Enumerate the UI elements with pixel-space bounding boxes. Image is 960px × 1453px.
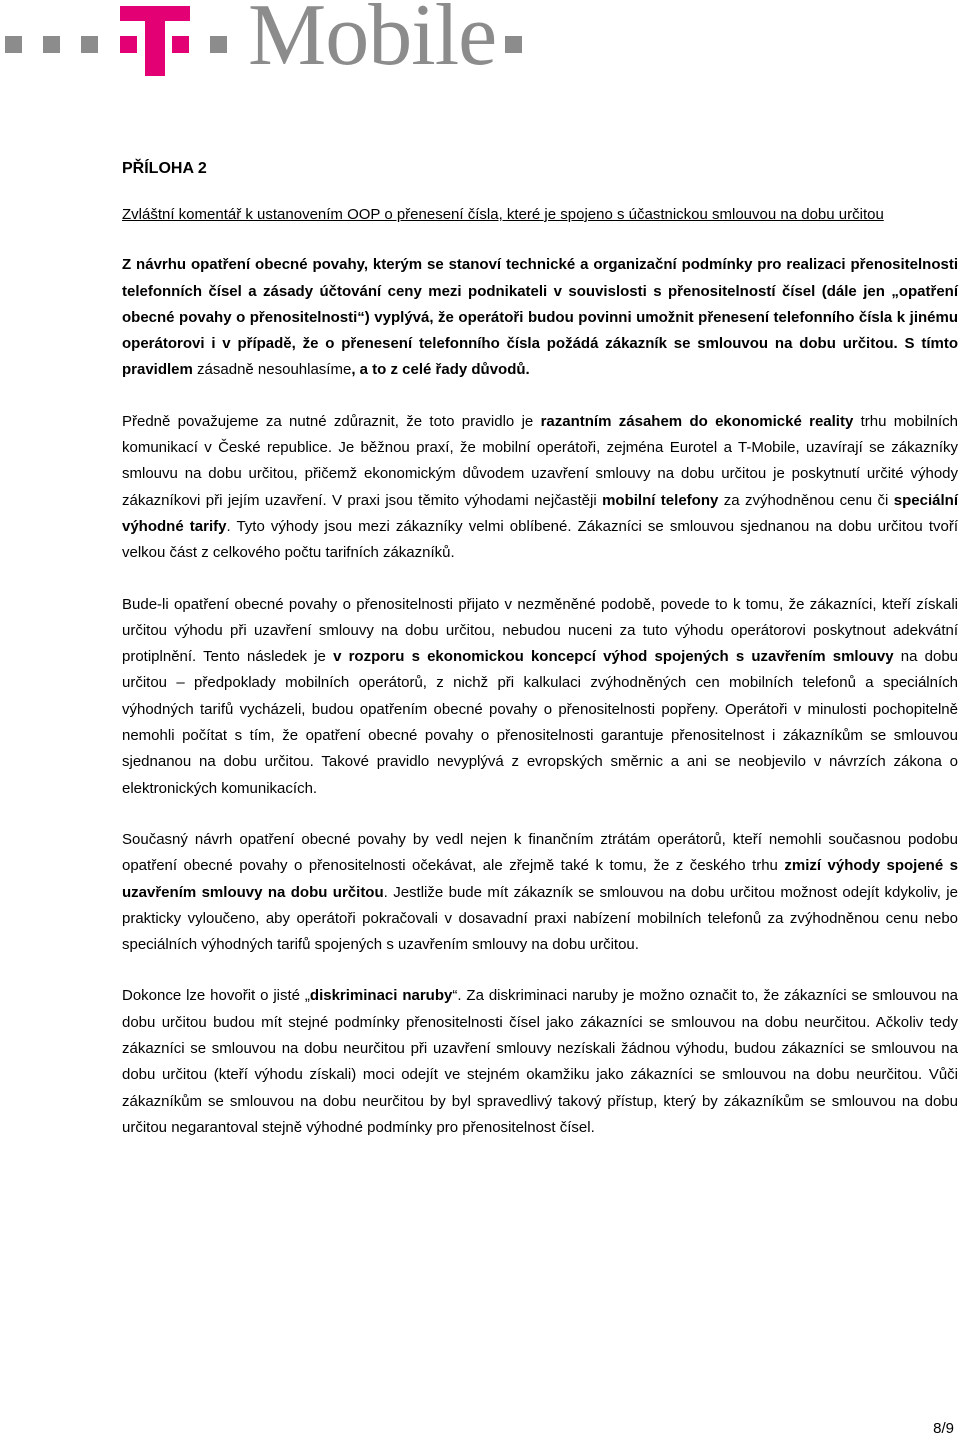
p2-bold-3: speciální výhodné tarify [122, 491, 958, 535]
p4-bold-1: zmizí výhody spojené s uzavřením smlouvy na dobu určitou [122, 857, 958, 901]
p4-text-1: Současný návrh opatření obecné povahy by vedl nejen k finančním ztrátám operátorů, kteří nemohli současnou podobu opatření obecné povahy o přenositelnosti očekávat, ale zřejmě také k tomu, že z českého trhu [122, 830, 958, 875]
p2-text-3: za zvýhodněnou cenu či [718, 491, 894, 509]
paragraph-5 [122, 983, 958, 1141]
paragraph-2 [122, 409, 958, 567]
p2-bold-1: razantním zásahem do ekonomické reality [540, 412, 854, 430]
document-body [122, 156, 958, 1166]
t-mobile-logo [0, 0, 540, 82]
p4-text-2: . Jestliže bude mít zákazník se smlouvou na dobu určitou možnost odejít kdykoliv, je prakticky vyloučeno, aby operátoři pokračovali v dosavadní praxi nabízení mobilních telefonů za zvýhodněnou cenu nebo speciálních výhodných tarifů spojených s uzavřením smlouvy na dobu určitou. [122, 883, 958, 954]
p3-text-2: na dobu určitou – předpoklady mobilních operátorů, z nichž při kalkulaci zvýhodněných cen mobilních telefonů a speciálních výhodných tarifů vycházeli, budou opatřením obecné povahy o přenositelnosti popřeny. Operátoři v minulosti pochopitelně nemohli počítat s tím, že opatření obecné povahy o přenositelnosti garantuje přenositelnost i zákazníkům se smlouvou sjednanou na dobu určitou. Takové pravidlo nevyplývá z evropských směrnic a ani se neobjevilo v návrzích zákona o elektronických komunikacích. [122, 648, 959, 797]
p5-text-1: Dokonce lze hovořit o jisté „ [122, 987, 310, 1005]
p1-bold-text-2: S tímto pravidlem [122, 335, 958, 379]
p2-bold-2: mobilní telefony [602, 491, 719, 509]
p3-text-1: Bude-li opatření obecné povahy o přenositelnosti přijato v nezměněné podobě, povede to k tomu, že zákazníci, kteří získali určitou výhodu při uzavření smlouvy na dobu určitou, nebudou nuceni za tuto výhodu operátorovi poskytnout adekvátní protiplnění. Tento následek je [122, 595, 958, 666]
logo-wordmark: Mobile [248, 0, 497, 84]
p5-bold-1: diskriminaci naruby [309, 987, 453, 1005]
paragraph-4 [122, 827, 958, 958]
p5-text-2: “. Za diskriminaci naruby je možno označit to, že zákazníci se smlouvou na dobu určitou budou mít stejné podmínky přenositelnosti čísel jako zákazníci se smlouvou na dobu neurčitou. Ačkoliv tedy zákazníci se smlouvou na dobu neurčitou při uzavření smlouvy nezískali žádnou výhodu, budou zákazníci se smlouvou na dobu určitou (kteří výhodu získali) moci odejít ve stejném okamžiku jako zákazníci se smlouvou na dobu neurčitou. Vůči zákazníkům se smlouvou na dobu neurčitou by byl spravedlivý takový přístup, který by zákazníkům se smlouvou na dobu určitou negarantoval stejně výhodné podmínky pro přenositelnost čísel. [122, 987, 959, 1136]
p1-bold-text: Z návrhu opatření obecné povahy, kterým se stanoví technické a organizační podmínky pro realizaci přenositelnosti telefonních čísel a zásady účtování ceny mezi podnikateli v souvislosti s přenositelností čísel (dále jen „opatření obecné povahy o přenositelnosti“) vyplývá, že operátoři budou povinni umožnit přenesení telefonního čísla k jinému operátorovi i v případě, že o přenesení telefonního čísla požádá zákazník se smlouvou na dobu určitou. [122, 256, 958, 353]
section-subtitle: Zvláštní komentář k ustanovením OOP o přenesení čísla, které je spojeno s účastnickou smlouvou na dobu určitou [122, 206, 884, 223]
p1-text: zásadně nesouhlasíme [192, 361, 352, 379]
p2-text-1: Předně považujeme za nutné zdůraznit, že toto pravidlo je [122, 412, 541, 430]
p3-bold-1: v rozporu s ekonomickou koncepcí výhod spojených s uzavřením smlouvy [333, 648, 894, 666]
p2-text-2: trhu mobilních komunikací v České republice. Je běžnou praxí, že mobilní operátoři, zejména Eurotel a T-Mobile, uzavírají se zákazníky smlouvu na dobu určitou, přičemž ekonomickým důvodem uzavření smlouvy na dobu určitou je poskytnutí určité výhody zákazníkovi při jejím uzavření. V praxi jsou těmito výhodami nejčastěji [122, 412, 958, 509]
p1-bold-text-3: , a to z celé řady důvodů. [351, 361, 530, 379]
page-title: PŘÍLOHA 2 [122, 160, 207, 177]
paragraph-1 [122, 252, 958, 383]
page-number: 8/9 [933, 1420, 954, 1437]
paragraph-3 [122, 592, 958, 802]
p2-text-4: . Tyto výhody jsou mezi zákazníky velmi oblíbené. Zákazníci se smlouvou sjednanou na dobu určitou tvoří velkou část z celkového počtu tarifních zákazníků. [122, 517, 959, 562]
